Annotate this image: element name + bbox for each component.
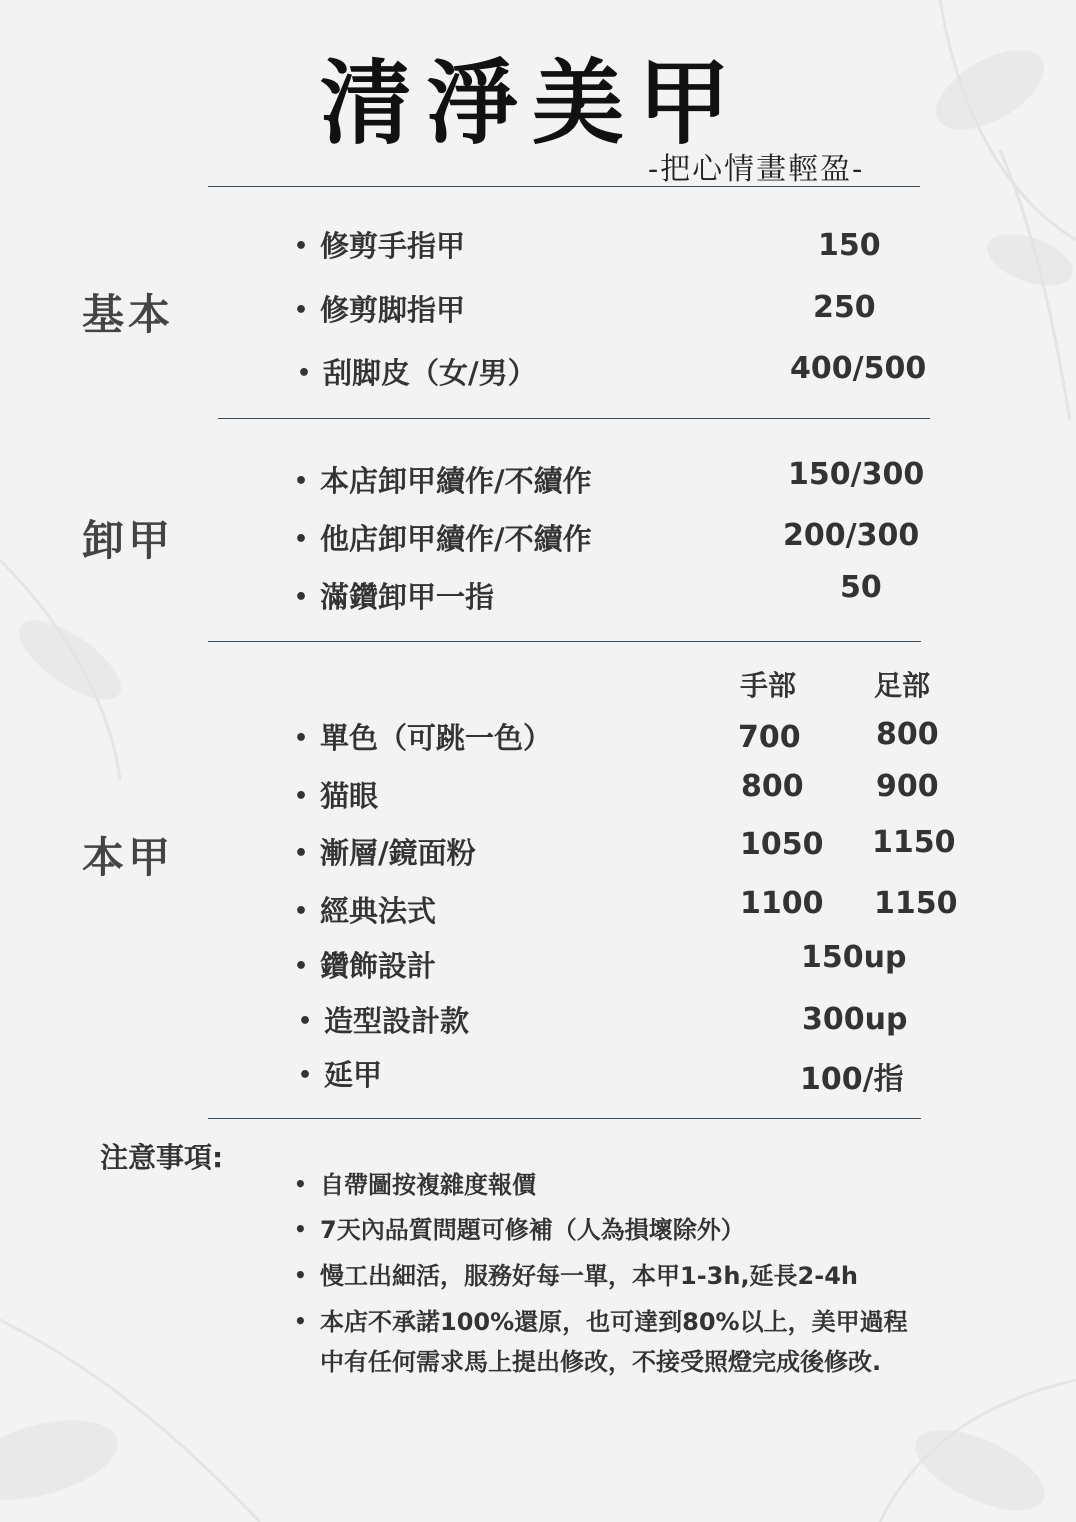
- item-price: 200/300: [783, 518, 920, 553]
- note-item: • 自帶圖按複雜度報價: [294, 1166, 536, 1203]
- item-price: 150/300: [788, 457, 925, 492]
- item-price: 150up: [801, 940, 907, 975]
- note-item: • 本店不承諾100%還原，也可達到80%以上，美甲過程: [294, 1303, 908, 1340]
- menu-item: • 單色（可跳一色）: [294, 716, 552, 757]
- menu-item: • 他店卸甲續作/不續作: [294, 517, 592, 558]
- section-label-removal: 卸甲: [82, 516, 175, 565]
- menu-item: • 延甲: [298, 1053, 382, 1094]
- menu-item: • 猫眼: [294, 774, 378, 815]
- divider: [208, 1118, 921, 1119]
- notes-title: 注意事項:: [100, 1141, 224, 1174]
- item-price: 50: [840, 570, 882, 605]
- foot-price: 800: [876, 717, 939, 752]
- divider: [218, 418, 930, 419]
- note-item: • 7天內品質問題可修補（人為損壞除外）: [294, 1211, 745, 1248]
- divider: [208, 641, 921, 642]
- item-price: 100/指: [800, 1062, 904, 1097]
- divider: [208, 186, 920, 187]
- hand-price: 1100: [740, 886, 824, 921]
- menu-item: • 修剪脚指甲: [294, 288, 465, 329]
- item-price: 400/500: [790, 351, 927, 386]
- note-item: • 慢工出細活，服務好每一單，本甲1-3h,延長2-4h: [294, 1257, 858, 1294]
- foot-price: 1150: [874, 886, 958, 921]
- column-header-foot: 足部: [874, 669, 931, 702]
- menu-item: • 造型設計款: [298, 999, 469, 1040]
- menu-item: • 修剪手指甲: [294, 224, 465, 265]
- menu-item: • 經典法式: [294, 889, 436, 930]
- foot-price: 900: [876, 769, 939, 804]
- hand-price: 700: [738, 720, 801, 755]
- item-price: 300up: [802, 1002, 908, 1037]
- shop-title: 清淨美甲: [320, 49, 745, 157]
- item-price: 250: [813, 290, 876, 325]
- menu-item: • 滿鑽卸甲一指: [294, 575, 494, 616]
- column-header-hand: 手部: [740, 669, 797, 702]
- menu-item: • 刮脚皮（女/男）: [297, 351, 537, 392]
- menu-item: • 漸層/鏡面粉: [294, 831, 476, 872]
- section-label-basic: 基本: [82, 290, 175, 339]
- hand-price: 1050: [740, 827, 824, 862]
- shop-subtitle: -把心情畫輕盈-: [648, 152, 865, 187]
- section-label-gel: 本甲: [82, 833, 175, 882]
- note-continuation: 中有任何需求馬上提出修改，不接受照燈完成後修改.: [320, 1348, 882, 1376]
- hand-price: 800: [741, 769, 804, 804]
- menu-item: • 鑽飾設計: [294, 944, 436, 985]
- item-price: 150: [818, 228, 881, 263]
- foot-price: 1150: [872, 825, 956, 860]
- menu-item: • 本店卸甲續作/不續作: [294, 459, 592, 500]
